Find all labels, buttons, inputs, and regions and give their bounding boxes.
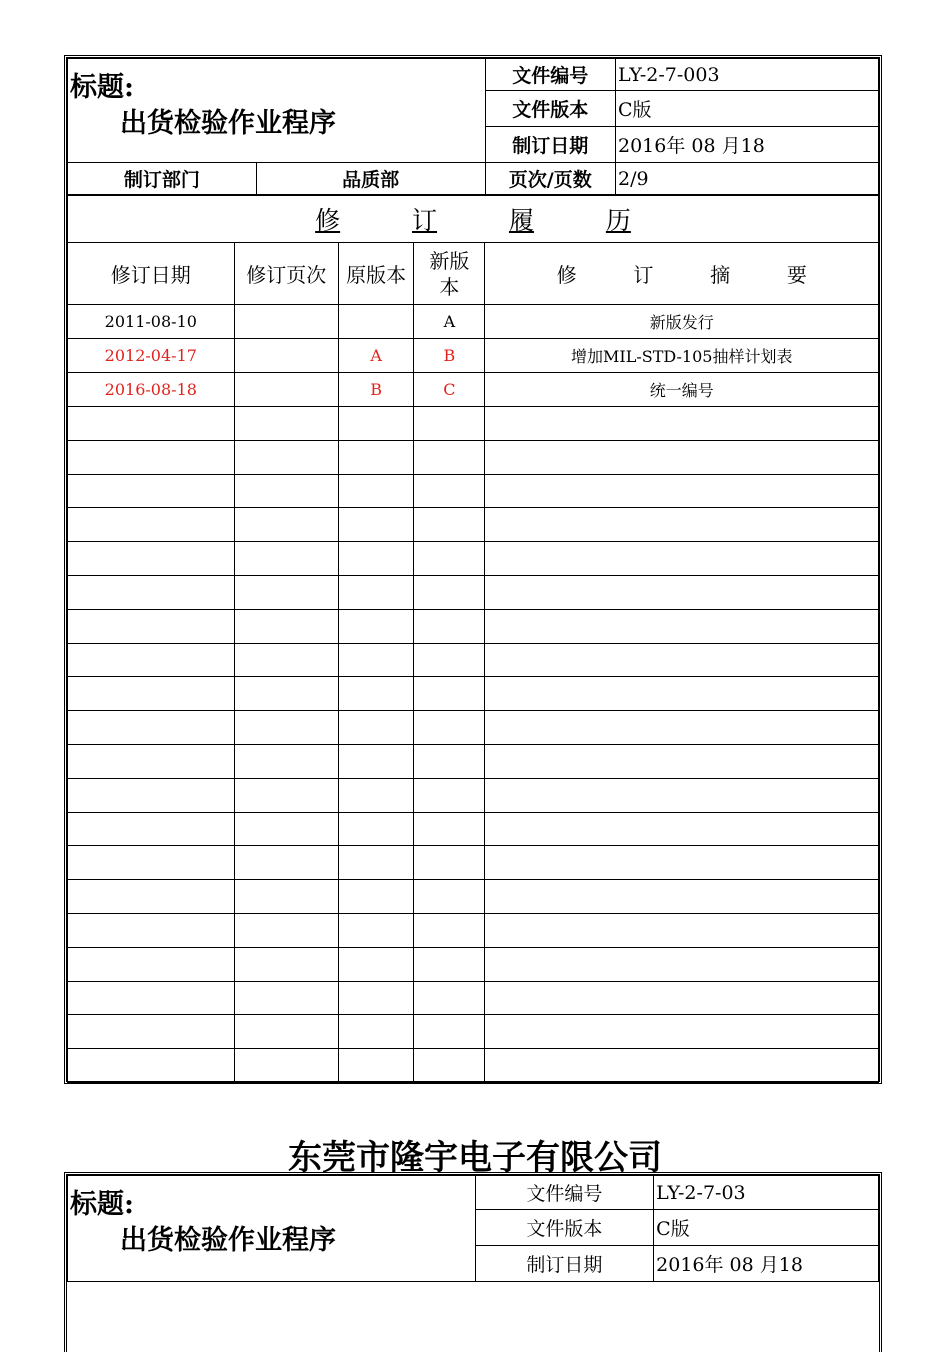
empty-cell (338, 542, 413, 576)
empty-cell (485, 1049, 879, 1083)
empty-cell (414, 778, 485, 812)
empty-row (68, 744, 879, 778)
empty-row (68, 643, 879, 677)
table-row (68, 339, 879, 373)
row-page (234, 339, 338, 373)
empty-cell (414, 1049, 485, 1083)
empty-cell (234, 981, 338, 1015)
empty-cell (234, 575, 338, 609)
summary-char: 要 (786, 263, 807, 287)
empty-cell (234, 1049, 338, 1083)
empty-cell (234, 947, 338, 981)
empty-cell (338, 508, 413, 542)
document-page-1 (64, 55, 882, 1084)
empty-row (68, 575, 879, 609)
empty-cell (485, 407, 879, 441)
empty-cell (414, 913, 485, 947)
dept-value: 品质部 (256, 163, 485, 195)
empty-cell (485, 643, 879, 677)
header-table (67, 58, 879, 195)
company-name: 东莞市隆宇电子有限公司 (288, 1138, 662, 1178)
row-summary: 新版发行 (485, 305, 879, 339)
empty-cell (485, 677, 879, 711)
doc-number-value-2: LY-2-7-03 (654, 1176, 879, 1210)
empty-cell (234, 677, 338, 711)
empty-row (68, 508, 879, 542)
dept-label: 制订部门 (68, 163, 257, 195)
empty-cell (234, 407, 338, 441)
empty-cell (414, 542, 485, 576)
empty-cell (234, 812, 338, 846)
empty-row (68, 474, 879, 508)
empty-cell (338, 947, 413, 981)
empty-cell (414, 744, 485, 778)
empty-cell (68, 947, 235, 981)
rev-title-char: 修 (315, 206, 341, 235)
empty-cell (414, 846, 485, 880)
empty-cell (234, 508, 338, 542)
empty-cell (414, 609, 485, 643)
row-page (234, 373, 338, 407)
empty-cell (485, 913, 879, 947)
empty-row (68, 778, 879, 812)
empty-cell (485, 778, 879, 812)
empty-cell (414, 643, 485, 677)
col-header-summary (485, 243, 879, 305)
row-new-version: B (414, 339, 485, 373)
document-title-2: 出货检验作业程序 (120, 1225, 336, 1256)
empty-cell (68, 981, 235, 1015)
summary-char: 订 (633, 263, 654, 287)
empty-cell (338, 981, 413, 1015)
empty-cell (485, 508, 879, 542)
title-label: 标题: (70, 72, 134, 103)
empty-cell (414, 474, 485, 508)
empty-row (68, 913, 879, 947)
empty-row (68, 846, 879, 880)
empty-cell (68, 643, 235, 677)
empty-cell (414, 508, 485, 542)
empty-cell (414, 440, 485, 474)
empty-cell (414, 1015, 485, 1049)
empty-cell (485, 880, 879, 914)
empty-cell (414, 711, 485, 745)
empty-cell (338, 1015, 413, 1049)
empty-cell (234, 880, 338, 914)
empty-cell (234, 711, 338, 745)
empty-row (68, 407, 879, 441)
title-cell (68, 59, 486, 163)
empty-cell (234, 609, 338, 643)
empty-cell (234, 474, 338, 508)
empty-row (68, 812, 879, 846)
rev-title-char: 订 (412, 206, 438, 235)
empty-cell (485, 575, 879, 609)
empty-cell (338, 609, 413, 643)
doc-version-value: C版 (616, 91, 879, 127)
empty-row (68, 711, 879, 745)
issue-date-value-2: 2016年 08 月18 (654, 1246, 879, 1282)
col-header-new-version: 新版本 (414, 243, 485, 305)
empty-cell (414, 407, 485, 441)
empty-cell (68, 880, 235, 914)
row-old-version: A (338, 339, 413, 373)
empty-cell (485, 711, 879, 745)
empty-cell (338, 440, 413, 474)
empty-cell (485, 981, 879, 1015)
empty-cell (68, 407, 235, 441)
revision-table (67, 195, 879, 1083)
empty-row (68, 542, 879, 576)
empty-cell (68, 508, 235, 542)
row-summary: 统一编号 (485, 373, 879, 407)
empty-cell (234, 744, 338, 778)
row-date: 2012-04-17 (68, 339, 235, 373)
empty-cell (414, 981, 485, 1015)
empty-cell (338, 575, 413, 609)
empty-cell (68, 1015, 235, 1049)
row-date: 2011-08-10 (68, 305, 235, 339)
empty-cell (68, 812, 235, 846)
row-new-version: A (414, 305, 485, 339)
doc-number-label: 文件编号 (485, 59, 615, 91)
title-cell-2 (68, 1176, 476, 1282)
row-new-version: C (414, 373, 485, 407)
empty-cell (68, 913, 235, 947)
title-label-2: 标题: (70, 1189, 134, 1220)
empty-cell (485, 947, 879, 981)
empty-cell (68, 677, 235, 711)
empty-cell (338, 778, 413, 812)
empty-cell (338, 744, 413, 778)
empty-cell (414, 677, 485, 711)
issue-date-label-2: 制订日期 (475, 1246, 654, 1282)
empty-cell (68, 609, 235, 643)
empty-row (68, 947, 879, 981)
issue-date-label: 制订日期 (485, 127, 615, 163)
empty-cell (234, 643, 338, 677)
empty-cell (338, 913, 413, 947)
empty-cell (414, 575, 485, 609)
empty-cell (414, 812, 485, 846)
col-header-old-version: 原版本 (338, 243, 413, 305)
empty-cell (414, 880, 485, 914)
doc-number-value: LY-2-7-003 (616, 59, 879, 91)
empty-cell (485, 609, 879, 643)
empty-cell (68, 778, 235, 812)
empty-cell (68, 542, 235, 576)
table-row (68, 373, 879, 407)
empty-cell (234, 542, 338, 576)
empty-cell (338, 677, 413, 711)
doc-version-label-2: 文件版本 (475, 1210, 654, 1246)
empty-cell (338, 711, 413, 745)
empty-cell (234, 440, 338, 474)
summary-char: 摘 (710, 263, 731, 287)
empty-row (68, 1015, 879, 1049)
summary-char: 修 (556, 263, 577, 287)
empty-cell (68, 575, 235, 609)
page-label: 页次/页数 (485, 163, 615, 195)
empty-cell (338, 474, 413, 508)
empty-cell (234, 1015, 338, 1049)
issue-date-value: 2016年 08 月18 (616, 127, 879, 163)
document-title: 出货检验作业程序 (120, 108, 336, 139)
empty-cell (68, 711, 235, 745)
empty-row (68, 880, 879, 914)
empty-cell (485, 846, 879, 880)
empty-cell (485, 542, 879, 576)
empty-cell (338, 880, 413, 914)
empty-cell (68, 1049, 235, 1083)
row-old-version (338, 305, 413, 339)
empty-cell (234, 778, 338, 812)
empty-cell (68, 744, 235, 778)
table-row (68, 305, 879, 339)
row-old-version: B (338, 373, 413, 407)
empty-row (68, 440, 879, 474)
empty-cell (68, 846, 235, 880)
empty-cell (338, 407, 413, 441)
empty-cell (338, 643, 413, 677)
empty-cell (485, 440, 879, 474)
empty-row (68, 1049, 879, 1083)
empty-cell (485, 474, 879, 508)
empty-cell (485, 812, 879, 846)
col-header-date: 修订日期 (68, 243, 235, 305)
empty-cell (338, 812, 413, 846)
rev-title-char: 历 (605, 206, 631, 235)
doc-version-value-2: C版 (654, 1210, 879, 1246)
row-date: 2016-08-18 (68, 373, 235, 407)
row-page (234, 305, 338, 339)
header-table-2 (67, 1175, 879, 1282)
row-summary: 增加MIL-STD-105抽样计划表 (485, 339, 879, 373)
document-page-2 (64, 1172, 882, 1352)
empty-cell (234, 913, 338, 947)
doc-number-label-2: 文件编号 (475, 1176, 654, 1210)
revision-history-title (68, 196, 879, 243)
page-value: 2/9 (616, 163, 879, 195)
empty-cell (68, 440, 235, 474)
rev-title-char: 履 (508, 206, 534, 235)
doc-version-label: 文件版本 (485, 91, 615, 127)
empty-cell (68, 474, 235, 508)
empty-row (68, 981, 879, 1015)
empty-cell (234, 846, 338, 880)
empty-row (68, 677, 879, 711)
empty-cell (338, 846, 413, 880)
empty-cell (414, 947, 485, 981)
empty-cell (485, 1015, 879, 1049)
empty-cell (485, 744, 879, 778)
empty-cell (338, 1049, 413, 1083)
col-header-page: 修订页次 (234, 243, 338, 305)
empty-row (68, 609, 879, 643)
